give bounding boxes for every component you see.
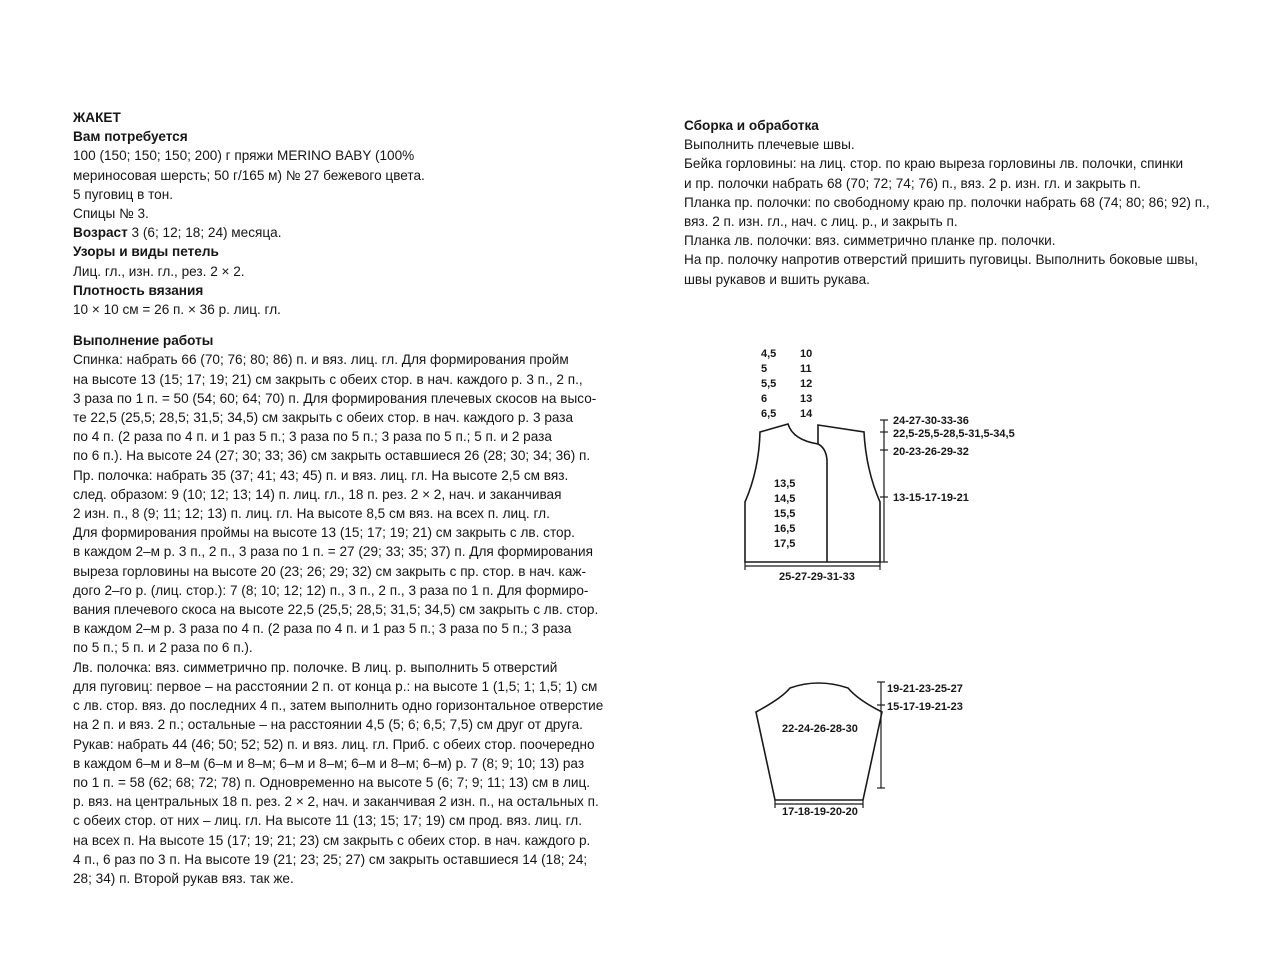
gauge-text: 10 × 10 см = 26 п. × 36 р. лиц. гл. bbox=[73, 302, 281, 318]
work-heading: Выполнение работы bbox=[73, 333, 214, 349]
inner-label-5: 17,5 bbox=[774, 538, 796, 550]
inner-label-4: 16,5 bbox=[774, 523, 796, 535]
body-col-b-2: 11 bbox=[800, 363, 812, 375]
work-line: 3 раза по 1 п. = 50 (54; 60; 64; 70) п. Для формирования плечевых скосов на высо- bbox=[73, 390, 597, 406]
work-line: Рукав: набрать 44 (46; 50; 52; 52) п. и вяз. лиц. гл. Приб. с обеих стор. поочередно bbox=[73, 736, 595, 752]
dim-armhole: 20-23-26-29-32 bbox=[893, 446, 969, 458]
work-line: в каждом 2–м р. 3 раза по 4 п. (2 раза по 4 п. и 1 раз 5 п.; 3 раза по 5 п.; 3 раза bbox=[73, 621, 572, 637]
work-line: с обеих стор. от них – лиц. гл. На высоте 11 (13; 15; 17; 19) см прод. вяз. лиц. гл. bbox=[73, 813, 582, 829]
work-line: для пуговиц: первое – на расстоянии 2 п. от конца р.: на высоте 1 (1,5; 1; 1,5; 1) см bbox=[73, 678, 598, 694]
requirements-line: Спицы № 3. bbox=[73, 206, 149, 222]
patterns-text: Лиц. гл., изн. гл., рез. 2 × 2. bbox=[73, 263, 245, 279]
work-line: 28; 34) п. Второй рукав вяз. так же. bbox=[73, 870, 294, 886]
inner-label-2: 14,5 bbox=[774, 493, 796, 505]
patterns-heading: Узоры и виды петель bbox=[73, 244, 219, 260]
body-col-a-1: 4,5 bbox=[761, 348, 777, 360]
inner-label-3: 15,5 bbox=[774, 508, 796, 520]
gauge-heading: Плотность вязания bbox=[73, 282, 204, 298]
work-line: Пр. полочка: набрать 35 (37; 41; 43; 45) п. и вяз. лиц. гл. На высоте 2,5 см вяз. bbox=[73, 467, 569, 483]
dim-side: 13-15-17-19-21 bbox=[893, 492, 969, 504]
work-line: дого 2–го р. (лиц. стор.): 7 (8; 10; 12; 12) п., 3 п., 2 п., 3 раза по 1 п. Для формиро- bbox=[73, 582, 589, 598]
requirements-line: 5 пуговиц в тон. bbox=[73, 186, 174, 202]
body-col-a-4: 6 bbox=[761, 393, 768, 405]
work-line: 4 п., 6 раз по 3 п. На высоте 19 (21; 23; 25; 27) см закрыть оставшиеся 14 (18; 24; bbox=[73, 851, 588, 867]
requirements-line: 100 (150; 150; 150; 200) г пряжи MERINO BABY (100% bbox=[73, 148, 415, 164]
assembly-line: и пр. полочки набрать 68 (70; 72; 74; 76) п., вяз. 2 р. изн. гл. и закрыть п. bbox=[684, 175, 1141, 191]
requirements-line: мериносовая шерсть; 50 г/165 м) № 27 бежевого цвета. bbox=[73, 167, 425, 183]
dim-width: 25-27-29-31-33 bbox=[779, 571, 855, 583]
inner-label-1: 13,5 bbox=[774, 478, 796, 490]
work-line: по 4 п. (2 раза по 4 п. и 1 раз 5 п.; 3 раза по 5 п.; 3 раза по 5 п.; 5 п. и 2 раза bbox=[73, 429, 552, 445]
body-col-a-3: 5,5 bbox=[761, 378, 777, 390]
work-line: вания плечевого скоса на высоте 22,5 (25,5; 28,5; 31,5; 34,5) см закрыть с лв. стор. bbox=[73, 602, 599, 618]
body-col-a-2: 5 bbox=[761, 363, 768, 375]
work-line: те 22,5 (25,5; 28,5; 31,5; 34,5) см закрыть с обеих стор. в нач. каждого р. 3 раза bbox=[73, 410, 574, 426]
work-line: на высоте 13 (15; 17; 19; 21) см закрыть с обеих стор. в нач. каждого р. 3 п., 2 п., bbox=[73, 371, 583, 387]
body-col-b-4: 13 bbox=[800, 393, 813, 405]
assembly-line: Планка пр. полочки: по свободному краю пр. полочки набрать 68 (74; 80; 86; 92) п., bbox=[684, 194, 1210, 210]
body-outline bbox=[745, 424, 880, 562]
work-line: по 6 п.). На высоте 24 (27; 30; 33; 36) см закрыть оставшиеся 26 (28; 30; 34; 36) п. bbox=[73, 448, 591, 464]
assembly-line: Бейка горловины: на лиц. стор. по краю выреза горловины лв. полочки, спинки bbox=[684, 156, 1184, 172]
work-line: в каждом 6–м и 8–м (6–м и 8–м; 6–м и 8–м; 6–м и 8–м; 6–м) р. 7 (8; 9; 10; 13) раз bbox=[73, 755, 585, 771]
work-line: в каждом 2–м р. 3 п., 2 п., 3 раза по 1 п. = 27 (29; 33; 35; 37) п. Для формирования bbox=[73, 544, 593, 560]
work-line: с лв. стор. вяз. до последних 4 п., затем выполнить одно горизонтальное отверстие bbox=[73, 698, 604, 714]
work-line: по 1 п. = 58 (62; 68; 72; 78) п. Одновременно на высоте 5 (6; 7; 9; 11; 13) см в лиц. bbox=[73, 774, 591, 790]
requirements-heading: Вам потребуется bbox=[73, 129, 188, 145]
sleeve-schematic bbox=[756, 682, 963, 818]
work-line: 2 изн. п., 8 (9; 11; 12; 13) п. лиц. гл. На высоте 8,5 см вяз. на всех п. лиц. гл. bbox=[73, 506, 550, 522]
body-col-a-5: 6,5 bbox=[761, 408, 777, 420]
sleeve-dim-total: 19-21-23-25-27 bbox=[887, 683, 963, 695]
body-schematic bbox=[745, 348, 1015, 583]
work-line: Для формирования проймы на высоте 13 (15; 17; 19; 21) см закрыть с лв. стор. bbox=[73, 525, 575, 541]
work-line: р. вяз. на центральных 18 п. рез. 2 × 2, нач. и заканчивая 2 изн. п., на остальных п. bbox=[73, 794, 599, 810]
work-line: Лв. полочка: вяз. симметрично пр. полочке. В лиц. р. выполнить 5 отверстий bbox=[73, 659, 558, 675]
assembly-line: Выполнить плечевые швы. bbox=[684, 137, 855, 153]
work-line: выреза горловины на высоте 20 (23; 26; 29; 32) см закрыть с пр. стор. в нач. каж- bbox=[73, 563, 587, 579]
work-line: Спинка: набрать 66 (70; 76; 80; 86) п. и вяз. лиц. гл. Для формирования пройм bbox=[73, 352, 569, 368]
sleeve-dim-body: 15-17-19-21-23 bbox=[887, 701, 963, 713]
sleeve-bottom-width: 17-18-19-20-20 bbox=[782, 806, 858, 818]
work-line: по 5 п.; 5 п. и 2 раза по 6 п.). bbox=[73, 640, 253, 656]
sleeve-top-width: 22-24-26-28-30 bbox=[782, 723, 858, 735]
body-col-b-3: 12 bbox=[800, 378, 813, 390]
work-line: на всех п. На высоте 15 (17; 19; 21; 23) см закрыть с обеих стор. в нач. каждого р. bbox=[73, 832, 591, 848]
assembly-line: Планка лв. полочки: вяз. симметрично планке пр. полочки. bbox=[684, 233, 1056, 249]
assembly-heading: Сборка и обработка bbox=[684, 118, 819, 133]
assembly-line: швы рукавов и вшить рукава. bbox=[684, 271, 870, 287]
body-col-b-1: 10 bbox=[800, 348, 813, 360]
work-line: след. образом: 9 (10; 12; 13; 14) п. лиц. гл., 18 п. рез. 2 × 2, нач. и заканчивая bbox=[73, 486, 562, 502]
pattern-title: ЖАКЕТ bbox=[73, 110, 121, 125]
dim-top: 24-27-30-33-36 bbox=[893, 415, 969, 427]
assembly-line: На пр. полочку напротив отверстий пришить пуговицы. Выполнить боковые швы, bbox=[684, 252, 1199, 268]
assembly-line: вяз. 2 п. изн. гл., нач. с лиц. р., и закрыть п. bbox=[684, 214, 958, 230]
body-col-b-5: 14 bbox=[800, 408, 813, 420]
age-label: Возраст bbox=[73, 225, 128, 241]
front-edge bbox=[818, 444, 827, 562]
work-line: на 2 п. и вяз. 2 п.; остальные – на расстоянии 4,5 (5; 6; 6,5; 7,5) см друг от друга. bbox=[73, 717, 583, 733]
age-value: 3 (6; 12; 18; 24) месяца. bbox=[127, 225, 282, 241]
dim-shoulder: 22,5-25,5-28,5-31,5-34,5 bbox=[893, 428, 1015, 440]
sleeve-outline bbox=[756, 683, 882, 800]
